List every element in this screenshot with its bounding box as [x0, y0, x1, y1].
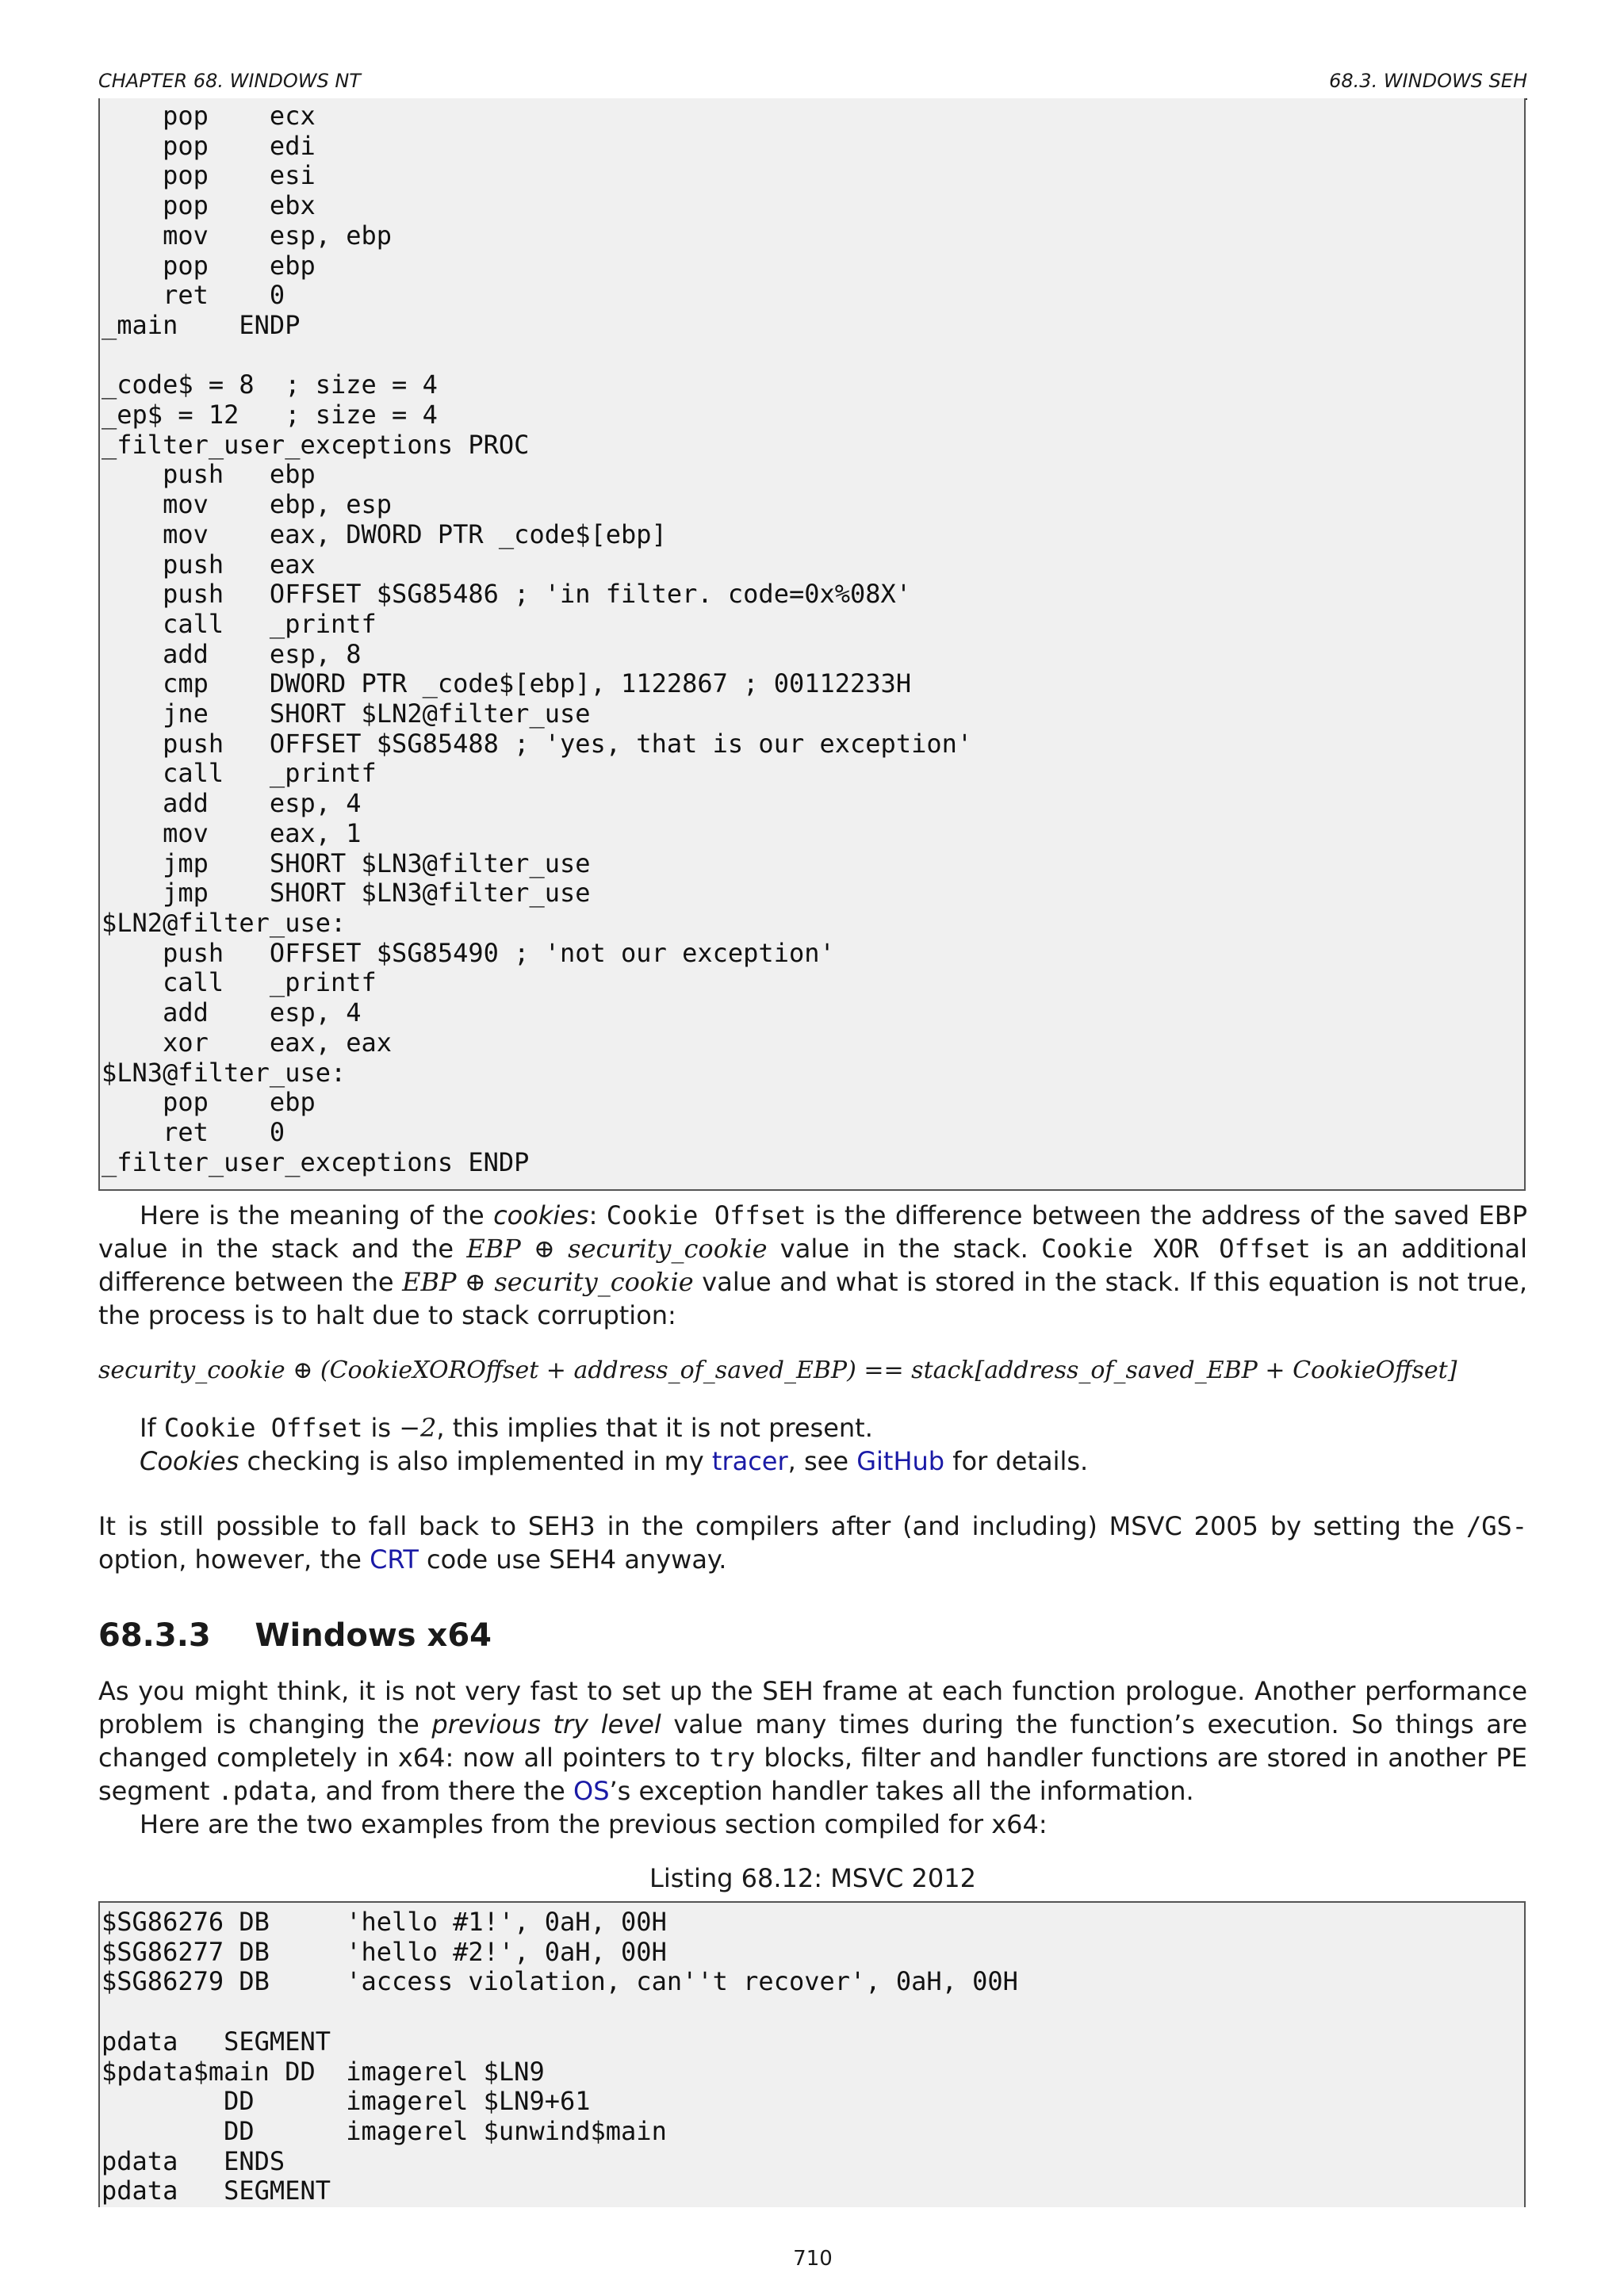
inline-code: Cookie Offset: [606, 1200, 806, 1230]
text: It is still possible to fall back to SEH3 in the compilers after (and including) MSVC 2005 by setting the: [98, 1511, 1466, 1541]
text: option, however, the: [98, 1544, 370, 1575]
github-link[interactable]: GitHub: [856, 1446, 945, 1476]
emphasis: previous try level: [431, 1709, 661, 1739]
equation: security_cookie ⊕ (CookieXOROffset + address_of_saved_EBP) == stack[address_of_saved_EBP + CookieOffset]: [98, 1357, 1457, 1384]
inline-math: EBP ⊕ security_cookie: [402, 1267, 694, 1297]
emphasis: Cookies: [140, 1446, 239, 1476]
emphasis: cookies: [493, 1200, 589, 1230]
text: value in the stack.: [767, 1234, 1042, 1264]
tracer-link[interactable]: tracer: [711, 1446, 788, 1476]
inline-math: −2: [399, 1413, 437, 1443]
text: , this implies that it is not present.: [436, 1413, 873, 1443]
text: value many times during the function’s execution. So things are changed completely in x64: now all pointers to: [98, 1709, 1528, 1773]
inline-code: /GS-: [1465, 1511, 1527, 1541]
text: is an additional difference between the: [98, 1234, 1528, 1297]
text: :: [588, 1200, 607, 1230]
paragraph-x64: [98, 1674, 1527, 1841]
paragraph-examples: Here are the two examples from the previous section compiled for x64:: [140, 1809, 1048, 1839]
text: checking is also implemented in my: [239, 1446, 712, 1476]
text: is: [362, 1413, 400, 1443]
running-header: [98, 70, 1527, 100]
inline-code: Cookie Offset: [163, 1413, 363, 1443]
text: Here is the meaning of the: [140, 1200, 494, 1230]
text: for details.: [944, 1446, 1089, 1476]
inline-code: .pdata: [217, 1776, 310, 1806]
section-heading: 68.3.3 Windows x64: [98, 1617, 492, 1654]
header-section: 68.3. WINDOWS SEH: [1329, 70, 1527, 92]
inline-math: EBP ⊕ security_cookie: [466, 1234, 768, 1264]
code-text: pop ecx pop edi pop esi pop ebx mov esp, ebp pop ebp ret 0 _main ENDP _code$ = 8 ; size = 4 _ep$ = 12 ; size = 4 _filter_user_exceptions PROC push ebp mov ebp, esp mov eax, DWORD PTR _code$[ebp] push eax push OFFSET $SG85486 ; 'in filter. code=0x%08X' call _printf add esp, 8 cmp DWORD PTR _code$[ebp], 1122867 ; 00112233H jne SHORT $LN2@filter_use push OFFSET $SG85488 ; 'yes, that is our exception' call _printf add esp, 4 mov eax, 1 jmp SHORT $LN3@filter_use jmp SHORT $LN3@filter_use $LN2@filter_use: push OFFSET $SG85490 ; 'not our exception' call _printf add esp, 4 xor eax, eax $LN3@filter_use: pop ebp ret 0 _filter_user_exceptions ENDP: [102, 101, 973, 1177]
text: , and from there the: [309, 1776, 573, 1806]
inline-code: Cookie XOR Offset: [1041, 1234, 1311, 1264]
text: code use SEH4 anyway.: [418, 1544, 727, 1575]
text: If: [140, 1413, 164, 1443]
page-number: 710: [793, 2247, 833, 2271]
inline-code: try: [709, 1743, 756, 1773]
paragraph-seh3: [98, 1510, 1527, 1576]
text: ’s exception handler takes all the information.: [609, 1776, 1194, 1806]
paragraph-cookies: [98, 1199, 1527, 1332]
text: , see: [787, 1446, 857, 1476]
text: As you might think, it is not very fast to set up the SEH frame at each function prologue. Another performance problem is changing the: [98, 1676, 1527, 1739]
equation-block: [98, 1354, 1527, 1387]
header-chapter: CHAPTER 68. WINDOWS NT: [98, 70, 361, 92]
listing-caption: Listing 68.12: MSVC 2012: [649, 1863, 976, 1893]
paragraph-offset: [98, 1411, 1527, 1478]
text: blocks, filter and handler functions are stored in another PE segment: [98, 1743, 1528, 1806]
os-link[interactable]: OS: [573, 1776, 610, 1806]
text: is the difference between the address of the saved EBP value in the stack and the: [98, 1200, 1528, 1264]
code-listing-filter: [98, 98, 1526, 1191]
code-text: $SG86276 DB 'hello #1!', 0aH, 00H $SG86277 DB 'hello #2!', 0aH, 00H $SG86279 DB 'access violation, can''t recover', 0aH, 00H pdata SEGMENT $pdata$main DD imagerel $LN9 DD imagerel $LN9+61 DD imagerel $unwind$main pdata ENDS pdata SEGMENT: [102, 1907, 1018, 2206]
code-listing-msvc2012: [98, 1901, 1526, 2207]
crt-link[interactable]: CRT: [370, 1544, 419, 1575]
text: value and what is stored in the stack. If this equation is not true, the process is to halt due to stack corruption:: [98, 1267, 1528, 1330]
